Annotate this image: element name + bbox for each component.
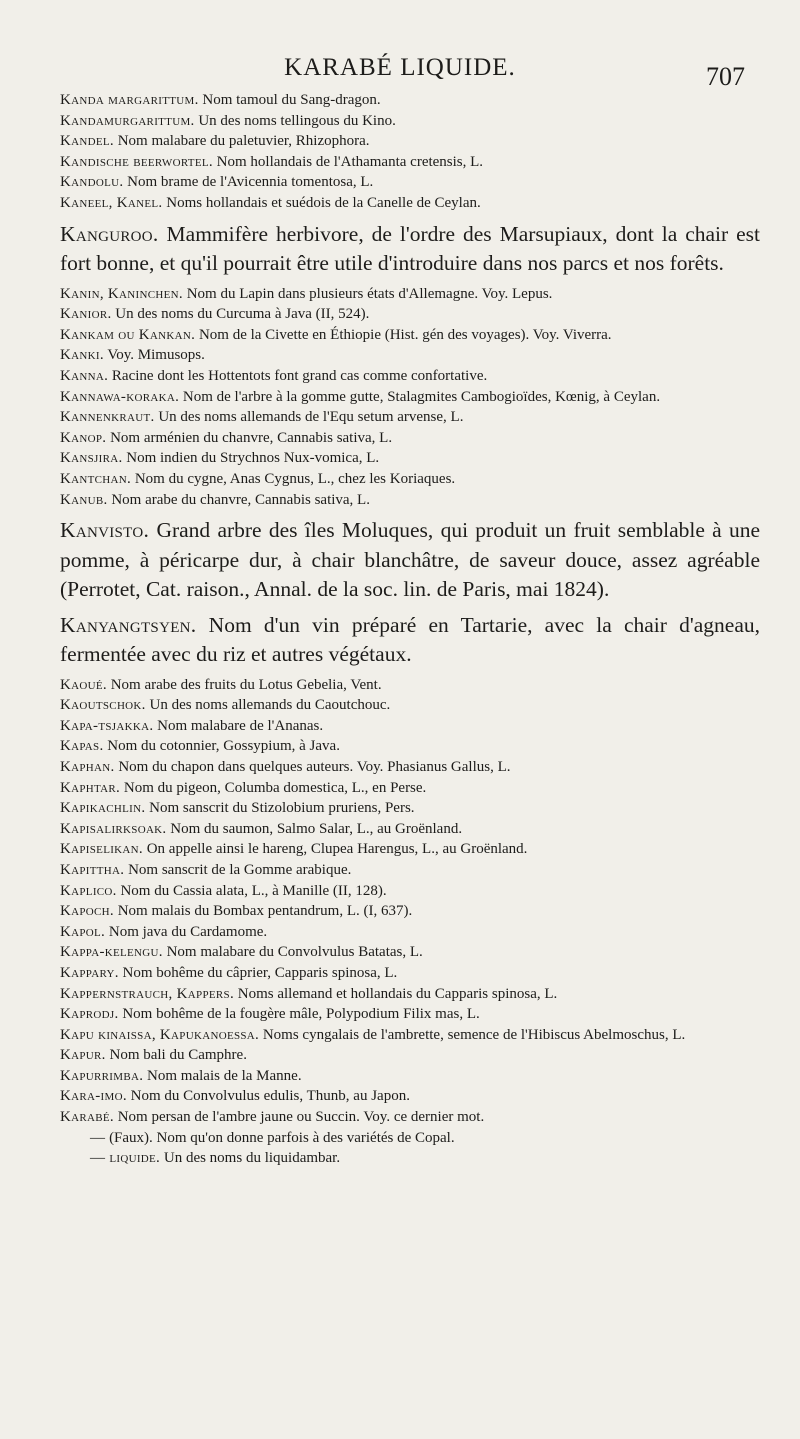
entry: Kandolu. Nom brame de l'Avicennia tomentosa, L. bbox=[60, 174, 374, 191]
entry: Kandel. Nom malabare du paletuvier, Rhizophora. bbox=[60, 133, 370, 150]
sub-entry: — liquide. Un des noms du liquidambar. bbox=[90, 1150, 341, 1167]
entry-major: Kanyangtsyen. Nom d'un vin préparé en Tartarie, avec la chair d'agneau, fermentée avec du riz et autres végétaux. bbox=[60, 612, 761, 667]
entry: Kara-imo. Nom du Convolvulus edulis, Thunb, au Japon. bbox=[60, 1088, 410, 1105]
entry: Kapurrimba. Nom malais de la Manne. bbox=[60, 1067, 302, 1084]
entry-major: Kanvisto. Grand arbre des îles Moluques, qui produit un fruit semblable à une pomme, à péricarpe dur, à chair blanchâtre, de saveur douce, assez agréable (Perrotet, Cat. raison., Annal. de la soc. lin. de Paris, mai 1824). bbox=[60, 518, 761, 602]
entry: Kandische beerwortel. Nom hollandais de l'Athamanta cretensis, L. bbox=[60, 153, 484, 170]
entry: Kanda margarittum. Nom tamoul du Sang-dragon. bbox=[60, 92, 381, 108]
entry: Kankam ou Kankan. Nom de la Civette en Éthiopie (Hist. gén des voyages). Voy. Viverra. bbox=[60, 326, 612, 343]
entry: Kannenkraut. Un des noms allemands de l'Equ setum arvense, L. bbox=[60, 409, 464, 426]
entry: Kanior. Un des noms du Curcuma à Java (II, 524). bbox=[60, 306, 370, 323]
entry: Kaphan. Nom du chapon dans quelques auteurs. Voy. Phasianus Gallus, L. bbox=[60, 758, 511, 775]
entry: Kaoué. Nom arabe des fruits du Lotus Gebelia, Vent. bbox=[60, 676, 382, 693]
entry: Kanub. Nom arabe du chanvre, Cannabis sativa, L. bbox=[60, 491, 370, 508]
entry: Kapittha. Nom sanscrit de la Gomme arabique. bbox=[60, 861, 352, 878]
entry: Kappernstrauch, Kappers. Noms allemand et hollandais du Capparis spinosa, L. bbox=[60, 985, 558, 1002]
entry: Kanna. Racine dont les Hottentots font grand cas comme confortative. bbox=[60, 367, 488, 384]
entry: Kansjira. Nom indien du Strychnos Nux-vomica, L. bbox=[60, 450, 380, 467]
entry: Kanki. Voy. Mimusops. bbox=[60, 347, 205, 364]
entry: Kapoch. Nom malais du Bombax pentandrum, L. (I, 637). bbox=[60, 903, 413, 920]
entry: Kaprodj. Nom bohême de la fougère mâle, Polypodium Filix mas, L. bbox=[60, 1006, 480, 1023]
entry: Kanin, Kaninchen. Nom du Lapin dans plusieurs états d'Allemagne. Voy. Lepus. bbox=[60, 285, 553, 302]
entry-major: Kanguroo. Mammifère herbivore, de l'ordre des Marsupiaux, dont la chair est fort bonne, et qu'il pourrait être utile d'introduire dans nos parcs et nos forêts. bbox=[60, 221, 760, 276]
entry: Karabé. Nom persan de l'ambre jaune ou Succin. Voy. ce dernier mot. bbox=[60, 1109, 485, 1126]
page-number: 707 bbox=[706, 62, 745, 91]
entry: Kapikachlin. Nom sanscrit du Stizolobium pruriens, Pers. bbox=[60, 800, 415, 817]
entry: Kappary. Nom bohême du câprier, Capparis spinosa, L. bbox=[60, 964, 398, 981]
dictionary-entries bbox=[60, 90, 760, 1169]
entry: Kaplico. Nom du Cassia alata, L., à Manille (II, 128). bbox=[60, 882, 387, 899]
entry: Kaoutschok. Un des noms allemands du Caoutchouc. bbox=[60, 697, 391, 714]
entry: Kannawa-koraka. Nom de l'arbre à la gomme gutte, Stalagmites Cambogioïdes, Kœnig, à Ceylan. bbox=[60, 388, 661, 405]
entry: Kapur. Nom bali du Camphre. bbox=[60, 1047, 247, 1064]
entry: Kapol. Nom java du Cardamome. bbox=[60, 923, 268, 940]
entry: Kappa-kelengu. Nom malabare du Convolvulus Batatas, L. bbox=[60, 944, 423, 961]
entry: Kapisalirksoak. Nom du saumon, Salmo Salar, L., au Groënland. bbox=[60, 820, 463, 837]
entry: Kapu kinaissa, Kapukanoessa. Noms cyngalais de l'ambrette, semence de l'Hibiscus Abelmoschus, L. bbox=[60, 1026, 686, 1043]
sub-entry: — (Faux). Nom qu'on donne parfois à des variétés de Copal. bbox=[90, 1129, 455, 1146]
running-head: KARABÉ LIQUIDE. bbox=[284, 54, 516, 81]
entry: Kandamurgarittum. Un des noms tellingous du Kino. bbox=[60, 112, 396, 129]
entry: Kanop. Nom arménien du chanvre, Cannabis sativa, L. bbox=[60, 429, 393, 446]
entry: Kaneel, Kanel. Noms hollandais et suédois de la Canelle de Ceylan. bbox=[60, 194, 481, 211]
entry: Kapa-tsjakka. Nom malabare de l'Ananas. bbox=[60, 717, 324, 734]
entry: Kapiselikan. On appelle ainsi le hareng, Clupea Harengus, L., au Groënland. bbox=[60, 841, 528, 858]
entry: Kapas. Nom du cotonnier, Gossypium, à Java. bbox=[60, 738, 340, 755]
entry: Kantchan. Nom du cygne, Anas Cygnus, L., chez les Koriaques. bbox=[60, 470, 456, 487]
entry: Kaphtar. Nom du pigeon, Columba domestica, L., en Perse. bbox=[60, 779, 427, 796]
